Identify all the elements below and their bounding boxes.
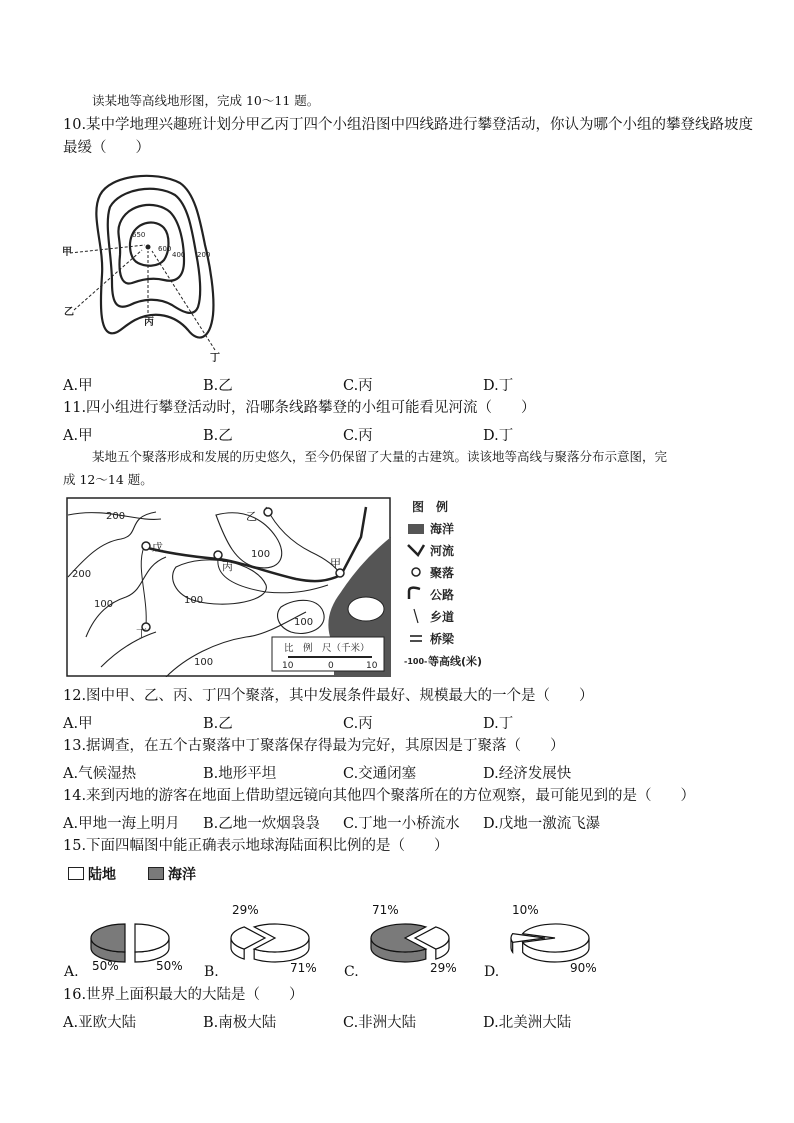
contour-label: 200 bbox=[197, 251, 211, 259]
legend-ocean: 海洋 bbox=[168, 867, 196, 883]
route-label-bing: 丙 bbox=[144, 317, 154, 328]
q14-stem: 14.来到丙地的游客在地面上借助望远镜向其他四个聚落所在的方位观察，最可能见到的是（ ） bbox=[63, 788, 696, 804]
q13-option-d[interactable]: D.经济发展快 bbox=[483, 766, 572, 782]
q10-option-b[interactable]: B.乙 bbox=[203, 378, 233, 394]
village-road-icon bbox=[414, 609, 418, 623]
route-label-ding: 丁 bbox=[210, 353, 220, 364]
settlement-label-yi: 乙 bbox=[246, 510, 257, 523]
legend-river: 河流 bbox=[430, 544, 455, 558]
q15-option-a-letter[interactable]: A. bbox=[64, 964, 79, 980]
q12-option-c[interactable]: C.丙 bbox=[343, 716, 373, 732]
contour-sample: -100- bbox=[404, 657, 428, 666]
legend-land: 陆地 bbox=[88, 867, 116, 883]
pie-ocean-label: 29% bbox=[232, 903, 259, 917]
q14-option-a[interactable]: A.甲地一海上明月 bbox=[63, 816, 180, 832]
map-legend bbox=[398, 497, 498, 672]
q12-option-a[interactable]: A.甲 bbox=[63, 716, 93, 732]
route-yi bbox=[74, 250, 142, 310]
contour-label: 100 bbox=[294, 617, 314, 628]
q10-stem-line1: 10.某中学地理兴趣班计划分甲乙丙丁四个小组沿图中四线路进行攀登活动，你认为哪个小组的攀登线路坡度 bbox=[63, 117, 754, 133]
settlement-wu bbox=[142, 542, 150, 550]
river-icon bbox=[408, 545, 424, 555]
pie-land-label: 29% bbox=[430, 961, 457, 975]
summit-point bbox=[146, 245, 151, 250]
q11-option-b[interactable]: B.乙 bbox=[203, 428, 233, 444]
q12-option-d[interactable]: D.丁 bbox=[483, 716, 514, 732]
intro-12-14-line2: 成 12～14 题。 bbox=[63, 472, 153, 487]
q10-option-c[interactable]: C.丙 bbox=[343, 378, 373, 394]
intro-12-14-line1: 某地五个聚落形成和发展的历史悠久，至今仍保留了大量的古建筑。读该地等高线与聚落分布示意图，完 bbox=[92, 449, 668, 464]
road-icon bbox=[409, 588, 420, 599]
q15-option-b-letter[interactable]: B. bbox=[204, 964, 219, 980]
legend-ocean: 海洋 bbox=[430, 522, 455, 536]
q16-option-d[interactable]: D.北美洲大陆 bbox=[483, 1015, 572, 1031]
contour-label: 100 bbox=[94, 599, 114, 610]
legend-settlement: 聚落 bbox=[430, 566, 455, 580]
q13-option-c[interactable]: C.交通闭塞 bbox=[343, 766, 417, 782]
pie-ocean-label: 10% bbox=[512, 903, 539, 917]
scale-tick: 10 bbox=[366, 661, 378, 671]
pie-land-label: 50% bbox=[156, 959, 183, 973]
settlement-label-bing: 丙 bbox=[222, 560, 233, 573]
q11-option-c[interactable]: C.丙 bbox=[343, 428, 373, 444]
q14-option-b[interactable]: B.乙地一炊烟袅袅 bbox=[203, 816, 320, 832]
q11-option-a[interactable]: A.甲 bbox=[63, 428, 93, 444]
pie-ocean-label: 50% bbox=[92, 959, 119, 973]
settlement-icon bbox=[412, 568, 420, 576]
scale-title: 比 例 尺（千米） bbox=[284, 643, 370, 654]
q12-option-b[interactable]: B.乙 bbox=[203, 716, 233, 732]
contour-label: 100 bbox=[194, 657, 214, 668]
q15-option-c-letter[interactable]: C. bbox=[344, 964, 359, 980]
contour-line bbox=[118, 205, 184, 284]
contour-label: 600 bbox=[158, 245, 172, 253]
legend-ocean-swatch bbox=[408, 524, 424, 534]
q16-option-b[interactable]: B.南极大陆 bbox=[203, 1015, 277, 1031]
contour-label: 200 bbox=[106, 511, 126, 522]
q15-option-d-letter[interactable]: D. bbox=[484, 964, 500, 980]
contour-line bbox=[108, 189, 200, 313]
settlement-label-ding: 丁 bbox=[136, 627, 147, 640]
settlement-jia bbox=[336, 569, 344, 577]
settlement-map bbox=[66, 497, 391, 677]
intro-10-11: 读某地等高线地形图，完成 10～11 题。 bbox=[92, 93, 320, 108]
settlement-yi bbox=[264, 508, 272, 516]
route-label-jia: 甲 bbox=[62, 247, 72, 258]
q12-stem: 12.图中甲、乙、丙、丁四个聚落，其中发展条件最好、规模最大的一个是（ ） bbox=[63, 688, 594, 704]
q14-option-c[interactable]: C.丁地一小桥流水 bbox=[343, 816, 460, 832]
contour-label: 100 bbox=[251, 549, 271, 560]
q13-option-b[interactable]: B.地形平坦 bbox=[203, 766, 277, 782]
q10-stem-line2: 最缓（ ） bbox=[63, 140, 150, 156]
q16-option-c[interactable]: C.非洲大陆 bbox=[343, 1015, 417, 1031]
q10-option-a[interactable]: A.甲 bbox=[63, 378, 93, 394]
settlement-label-jia: 甲 bbox=[330, 557, 341, 570]
scale-tick: 10 bbox=[282, 661, 294, 671]
pie-ocean-label: 71% bbox=[372, 903, 399, 917]
q13-stem: 13.据调查，在五个古聚落中丁聚落保存得最为完好，其原因是丁聚落（ ） bbox=[63, 738, 565, 754]
settlement-label-wu: 戊 bbox=[152, 541, 163, 554]
legend-bridge: 桥梁 bbox=[430, 632, 455, 646]
legend-road: 公路 bbox=[430, 588, 455, 602]
route-jia bbox=[70, 245, 145, 253]
contour-label: 400 bbox=[172, 251, 186, 259]
q11-option-d[interactable]: D.丁 bbox=[483, 428, 514, 444]
legend-contour: 等高线(米) bbox=[428, 655, 483, 668]
contour-label: 100 bbox=[184, 595, 204, 606]
pie-land-label: 90% bbox=[570, 961, 597, 975]
contour-map-1 bbox=[60, 165, 235, 365]
q16-stem: 16.世界上面积最大的大陆是（ ） bbox=[63, 987, 304, 1003]
q10-option-d[interactable]: D.丁 bbox=[483, 378, 514, 394]
contour-label: 650 bbox=[132, 231, 146, 239]
ocean-swatch bbox=[148, 867, 164, 880]
scale-tick: 0 bbox=[328, 661, 334, 671]
q14-option-d[interactable]: D.戊地一激流飞瀑 bbox=[483, 816, 601, 832]
q15-stem: 15.下面四幅图中能正确表示地球海陆面积比例的是（ ） bbox=[63, 838, 449, 854]
land-swatch bbox=[68, 867, 84, 880]
q13-option-a[interactable]: A.气候湿热 bbox=[63, 766, 137, 782]
route-label-yi: 乙 bbox=[64, 307, 74, 318]
island bbox=[348, 597, 384, 621]
pie-land-label: 71% bbox=[290, 961, 317, 975]
q15-pie-options bbox=[60, 900, 600, 980]
legend-village-road: 乡道 bbox=[430, 610, 455, 624]
settlement-bing bbox=[214, 551, 222, 559]
q16-option-a[interactable]: A.亚欧大陆 bbox=[63, 1015, 137, 1031]
q11-stem: 11.四小组进行攀登活动时，沿哪条线路攀登的小组可能看见河流（ ） bbox=[63, 400, 536, 416]
legend-title: 图 例 bbox=[412, 500, 449, 514]
contour-label: 200 bbox=[72, 569, 92, 580]
